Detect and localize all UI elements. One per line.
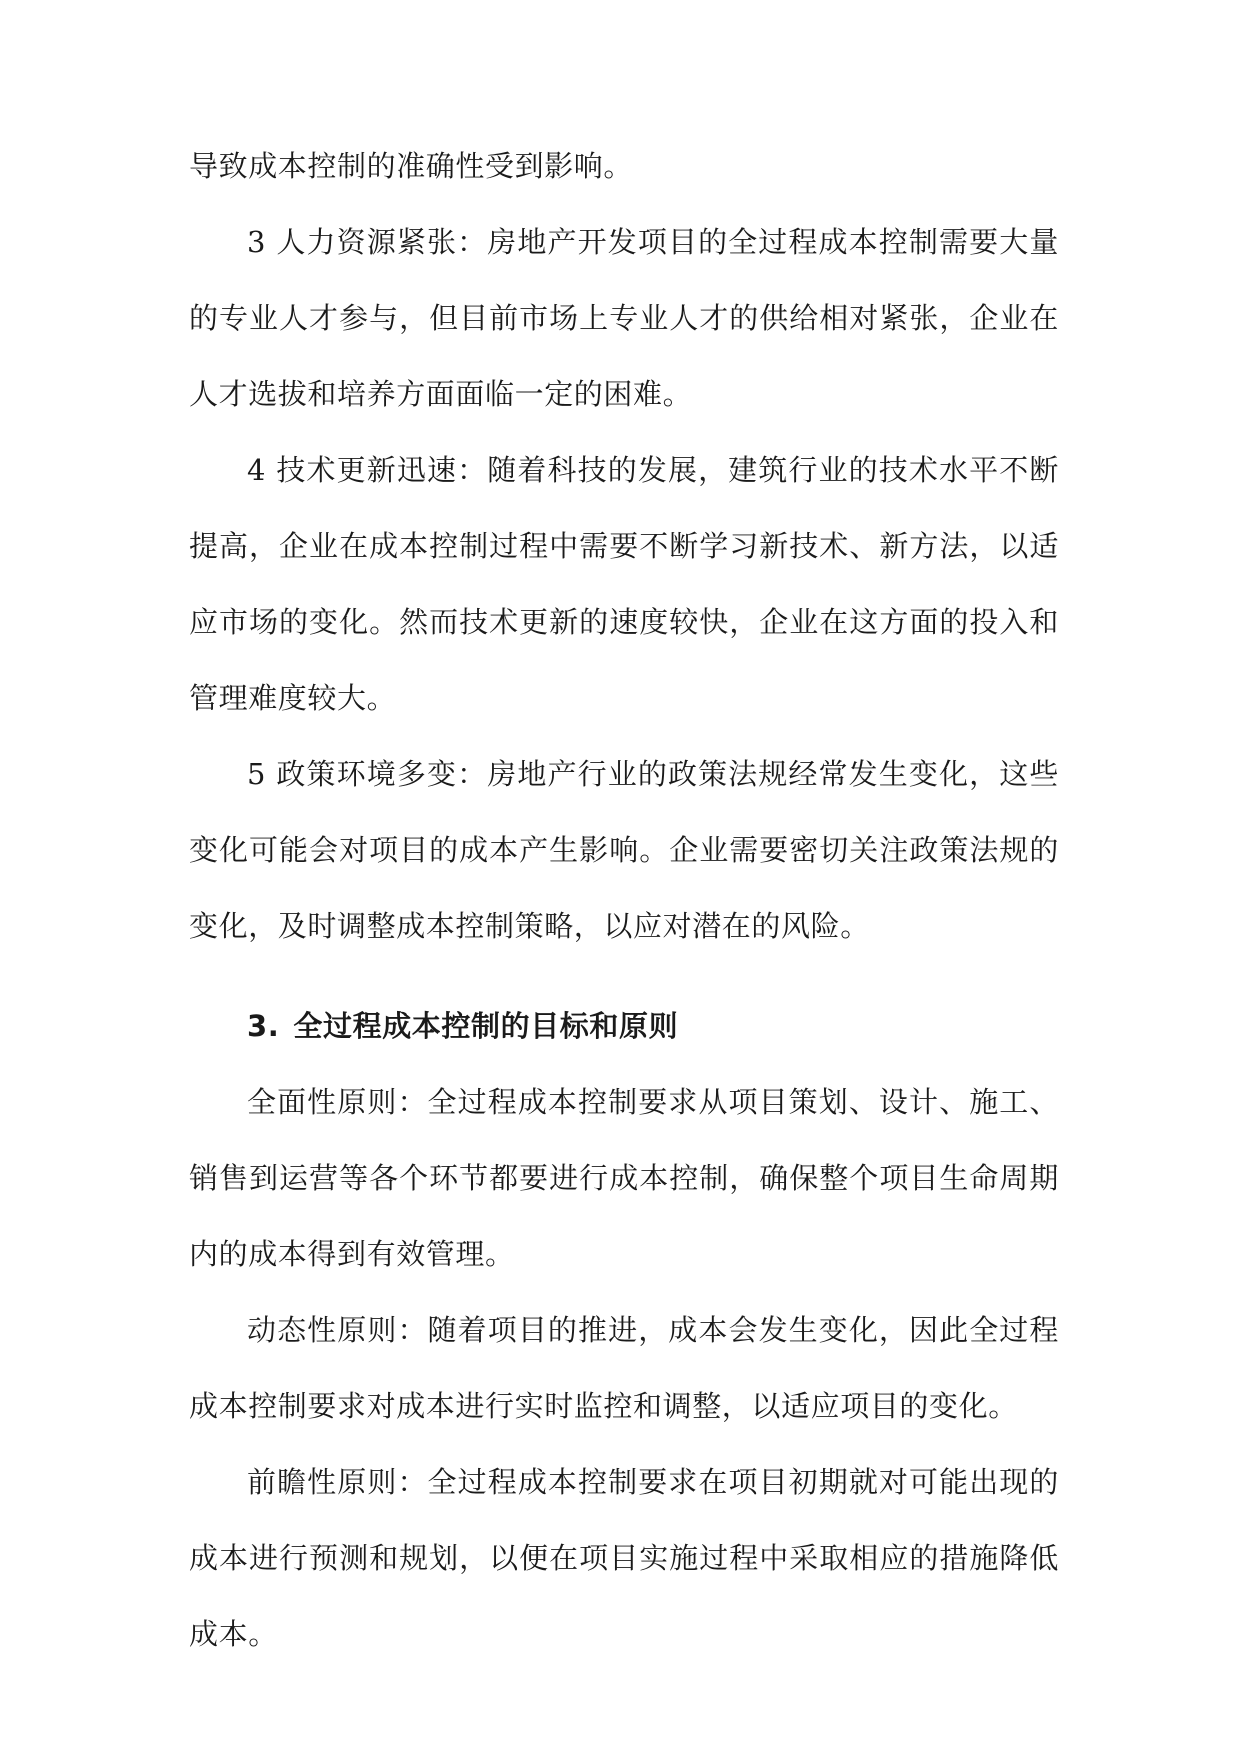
paragraph-human-resources: 3 人力资源紧张：房地产开发项目的全过程成本控制需要大量的专业人才参与，但目前市场上专业人才的供给相对紧张，企业在人才选拔和培养方面面临一定的困难。 — [189, 225, 1059, 411]
paragraph-dynamic-principle: 动态性原则：随着项目的推进，成本会发生变化，因此全过程成本控制要求对成本进行实时监控和调整，以适应项目的变化。 — [189, 1313, 1059, 1423]
section-title: 全过程成本控制的目标和原则 — [293, 1009, 679, 1043]
section-heading — [189, 988, 1059, 1064]
document-page — [189, 128, 1059, 1672]
section-number: 3. — [247, 1009, 280, 1043]
paragraph-comprehensive-principle: 全面性原则：全过程成本控制要求从项目策划、设计、施工、销售到运营等各个环节都要进行成本控制，确保整个项目生命周期内的成本得到有效管理。 — [189, 1085, 1059, 1271]
paragraph-policy-environment: 5 政策环境多变：房地产行业的政策法规经常发生变化，这些变化可能会对项目的成本产生影响。企业需要密切关注政策法规的变化，及时调整成本控制策略，以应对潜在的风险。 — [189, 757, 1059, 943]
paragraph-forward-looking-principle: 前瞻性原则：全过程成本控制要求在项目初期就对可能出现的成本进行预测和规划，以便在项目实施过程中采取相应的措施降低成本。 — [189, 1465, 1059, 1651]
paragraph-technology-update: 4 技术更新迅速：随着科技的发展，建筑行业的技术水平不断提高，企业在成本控制过程中需要不断学习新技术、新方法，以适应市场的变化。然而技术更新的速度较快，企业在这方面的投入和管理难度较大。 — [189, 453, 1059, 715]
paragraph-continuation: 导致成本控制的准确性受到影响。 — [189, 149, 634, 183]
